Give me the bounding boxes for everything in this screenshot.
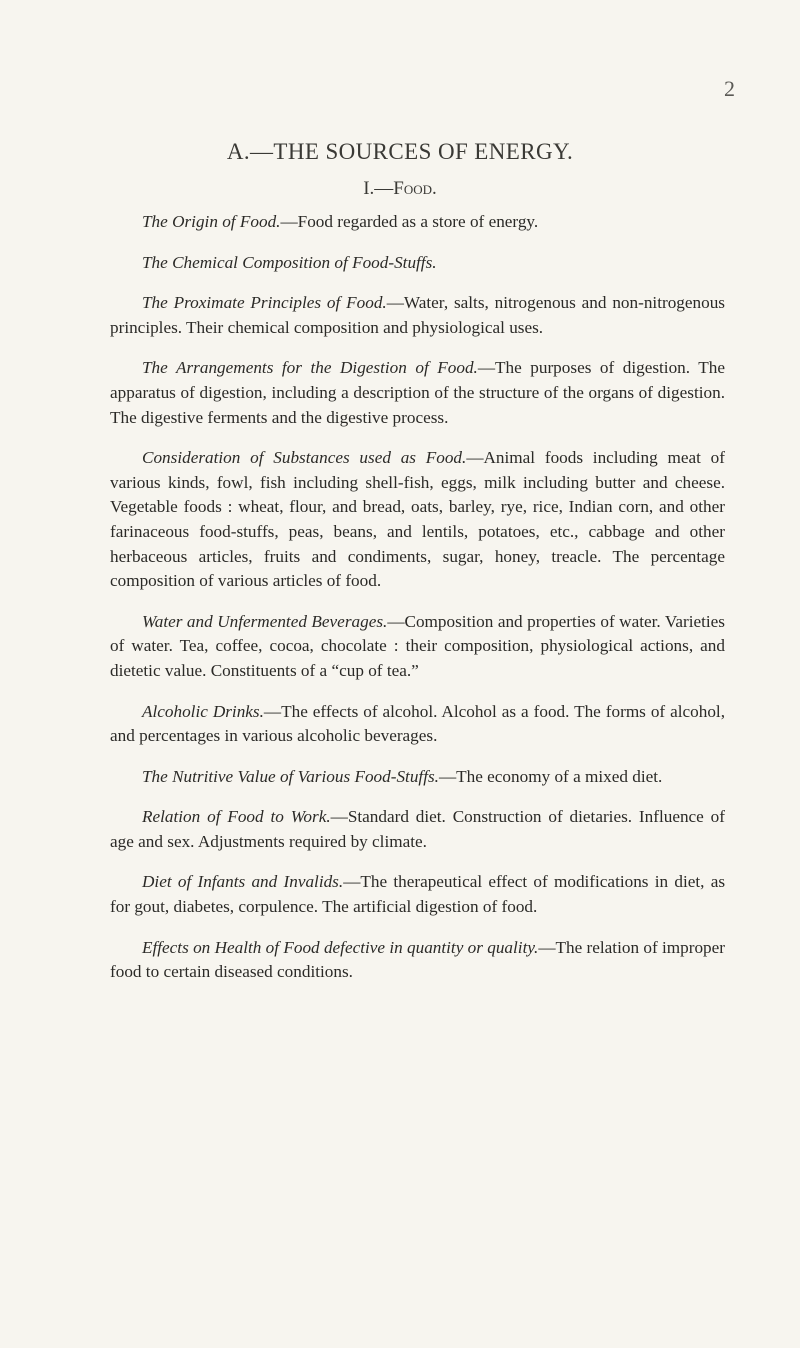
paragraph-text: —The effects of alcohol. Alcohol as a food. The forms of alcohol, and percentages in various alcoholic beverages. [110, 701, 726, 746]
section-prefix: I.— [363, 178, 394, 199]
paragraph-proximate-principles [110, 291, 725, 340]
paragraph-text: —The purposes of digestion. The apparatus of digestion, including a description of the structure of the organs of digestion. The digestive ferments and the digestive process. [110, 358, 725, 427]
paragraph-topic: The Origin of Food. [142, 212, 281, 231]
paragraph-topic: The Nutritive Value of Various Food-Stuffs. [142, 766, 439, 786]
paragraph-digestion [110, 356, 725, 430]
paragraph-text: —Standard diet. Construction of dietaries. Influence of age and sex. Adjustments required by climate. [110, 807, 725, 851]
paragraph-topic: Effects on Health of Food defective in quantity or quality. [142, 937, 539, 957]
section-title: Food. [393, 178, 437, 199]
section-heading [0, 178, 800, 200]
paragraph-infants-invalids [110, 870, 725, 919]
paragraph-text: —The economy of a mixed diet. [438, 766, 663, 786]
paragraph-effects-on-health [110, 936, 725, 985]
paragraph-topic: Diet of Infants and Invalids. [142, 872, 344, 892]
paragraph-topic: The Arrangements for the Digestion of Food. [142, 358, 478, 378]
paragraph-chemical-composition [110, 251, 725, 276]
paragraph-topic: Alcoholic Drinks. [142, 701, 264, 721]
paragraph-topic: The Proximate Principles of Food. [142, 293, 387, 313]
paragraph-topic: Consideration of Substances used as Food. [142, 448, 467, 468]
paragraph-nutritive-value [110, 765, 725, 790]
paragraph-text: —The therapeutical effect of modifications in diet, as for gout, diabetes, corpulence. The artificial digestion of food. [110, 872, 726, 917]
syllabus-body [110, 210, 725, 1001]
paragraph-text: —Composition and properties of water. Varieties of water. Tea, coffee, cocoa, chocolate : their composition, physiological actions, and dietetic value. Constituents of a “cup of tea.” [110, 611, 725, 680]
paragraph-water-beverages [110, 610, 725, 684]
paragraph-substances-as-food [110, 446, 725, 594]
paragraph-alcoholic-drinks [110, 700, 725, 749]
paragraph-text: —Food regarded as a store of energy. [280, 212, 539, 231]
paragraph-origin-of-food [110, 210, 725, 235]
page-number: 2 [724, 76, 735, 101]
paragraph-topic: Water and Unfermented Beverages. [142, 611, 388, 631]
part-heading: A.—THE SOURCES OF ENERGY. [226, 139, 574, 164]
paragraph-text: —Water, salts, nitrogenous and non-nitrogenous principles. Their chemical composition and physiological uses. [110, 293, 725, 337]
paragraph-text: —Animal foods including meat of various kinds, fowl, fish including shell-fish, eggs, milk including butter and cheese. Vegetable foods : wheat, flour, and bread, oats, barley, rye, rice, Indian corn, and other farinaceous food-stuffs, peas, beans, and lentils, potatoes, etc., cabbage and other herbaceous articles, fruits and condiments, sugar, honey, treacle. The percentage composition of various articles of food. [110, 448, 725, 591]
paragraph-topic: The Chemical Composition of Food-Stuffs. [142, 252, 437, 272]
paragraph-topic: Relation of Food to Work. [142, 807, 331, 827]
paragraph-food-and-work [110, 805, 725, 854]
paragraph-text: —The relation of improper food to certain diseased conditions. [110, 937, 725, 982]
